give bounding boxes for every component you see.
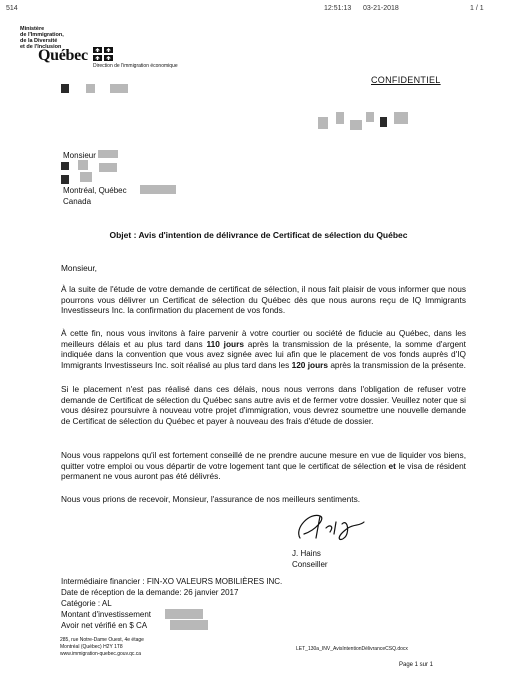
net-worth: Avoir net vérifié en $ CA bbox=[61, 621, 148, 630]
paragraph-3: Si le placement n'est pas réalisé dans ces délais, nous nous verrons dans l'obligation de refuser votre demande de Certificat de sélection du Québec sans autre avis et de fermer votre dossier. Veuillez noter que si vous désirez poursuivre à nouveau votre projet d'immigration, vous devrez soumettre une nouvelle demande de Certificat de sélection du Québec et payer à nouveau des frais d'étude de dossier. bbox=[61, 384, 466, 426]
address-line: 285, rue Notre-Dame Ouest, 4e étage bbox=[60, 637, 144, 643]
recipient-country: Canada bbox=[63, 197, 92, 206]
greeting: Monsieur, bbox=[61, 263, 97, 273]
direction-name: Direction de l'immigration économique bbox=[93, 63, 178, 69]
bold-and: et bbox=[388, 460, 396, 471]
document-reference: LET_130a_INV_AvisIntentionDélivranceCSQ.docx bbox=[296, 646, 408, 652]
page-number: Page 1 sur 1 bbox=[399, 662, 434, 668]
investment-amount: Montant d'investissement bbox=[61, 610, 152, 619]
recipient-city: Montréal, Québec bbox=[63, 186, 127, 195]
redaction-block bbox=[165, 609, 203, 619]
redaction-block bbox=[86, 84, 95, 93]
quebec-logo-text: Québec bbox=[38, 47, 88, 64]
paragraph-text: après la transmission de la présente. bbox=[328, 359, 466, 370]
ministry-line: de l'Immigration, bbox=[20, 32, 64, 38]
signature-image bbox=[290, 508, 370, 544]
deadline-120: 120 jours bbox=[291, 359, 329, 370]
redaction-block bbox=[170, 620, 208, 630]
signer-title: Conseiller bbox=[292, 560, 328, 569]
paragraph-2 bbox=[61, 328, 466, 370]
letter-subject: Objet : Avis d'intention de délivrance de Certificat de sélection du Québec bbox=[109, 230, 408, 240]
recipient-salutation: Monsieur bbox=[63, 151, 96, 160]
fax-date: 03-21-2018 bbox=[363, 5, 399, 12]
redaction-block bbox=[336, 112, 344, 124]
fax-page-count: 1 / 1 bbox=[470, 5, 484, 12]
redaction-block bbox=[318, 117, 328, 129]
reception-date: Date de réception de la demande: 26 janvier 2017 bbox=[61, 588, 239, 597]
ministry-line: Ministère bbox=[20, 26, 45, 32]
address-line: Montréal (Québec) H2Y 1T8 bbox=[60, 644, 123, 650]
redaction-block bbox=[98, 150, 118, 158]
paragraph-4 bbox=[61, 450, 466, 482]
redaction-block bbox=[366, 112, 374, 122]
redaction-block bbox=[61, 175, 69, 184]
paragraph-text: Nous vous rappelons qu'il est fortement conseillé de ne prendre aucune mesure en vue de liquider vos biens, quitter votre emploi ou vous départir de votre logement tant que le certificat de sélection bbox=[61, 450, 466, 471]
fleur-de-lis-flag-icon bbox=[93, 47, 113, 61]
paragraph-1: À la suite de l'étude de votre demande de certificat de sélection, il nous fait plaisir de vous informer que nous pourrons vous délivrer un Certificat de sélection du Québec dès que nous aurons reçu de IQ Immigrants Investisseurs Inc. la confirmation du placement de vos fonds. bbox=[61, 284, 466, 315]
redaction-block bbox=[61, 84, 69, 93]
category: Catégorie : AL bbox=[61, 599, 112, 608]
redaction-block bbox=[99, 163, 117, 172]
redaction-block bbox=[110, 84, 128, 93]
ministry-line: de la Diversité bbox=[20, 38, 58, 44]
intermediary: Intermédiaire financier : FIN-XO VALEURS MOBILIÈRES INC. bbox=[61, 577, 283, 586]
redaction-block bbox=[61, 162, 69, 170]
deadline-110: 110 jours bbox=[206, 338, 244, 349]
fax-time: 12:51:13 bbox=[324, 5, 352, 12]
redaction-block bbox=[80, 172, 92, 182]
signer-name: J. Hains bbox=[292, 549, 321, 558]
confidential-label: CONFIDENTIEL bbox=[371, 75, 441, 85]
redaction-block bbox=[78, 160, 88, 170]
redaction-block bbox=[140, 185, 176, 194]
redaction-block bbox=[380, 117, 387, 127]
ministry-address bbox=[60, 637, 144, 658]
fax-page-id: 514 bbox=[6, 5, 18, 12]
website-link: www.immigration-quebec.gouv.qc.ca bbox=[60, 651, 142, 657]
redaction-block bbox=[350, 120, 362, 130]
paragraph-text: le visa de résident permanent ne vous auront pas été délivrés. bbox=[61, 460, 466, 481]
paragraph-5: Nous vous prions de recevoir, Monsieur, l'assurance de nos meilleurs sentiments. bbox=[61, 494, 361, 504]
redaction-block bbox=[394, 112, 408, 124]
paragraph-text: À cette fin, nous vous invitons à faire parvenir à votre courtier ou société de fiducie au Québec, dans les meilleurs délais et au plus tard dans bbox=[61, 328, 466, 349]
ministry-line: et de l'Inclusion bbox=[20, 44, 62, 50]
paragraph-text: après la transmission de la présente, la somme d'argent indiquée dans la convention que vous avez signée avec lui afin que le placement de vos fonds auprès d'IQ Immigrants Investisseurs Inc. soit réalisé au plus tard dans les bbox=[61, 338, 466, 370]
